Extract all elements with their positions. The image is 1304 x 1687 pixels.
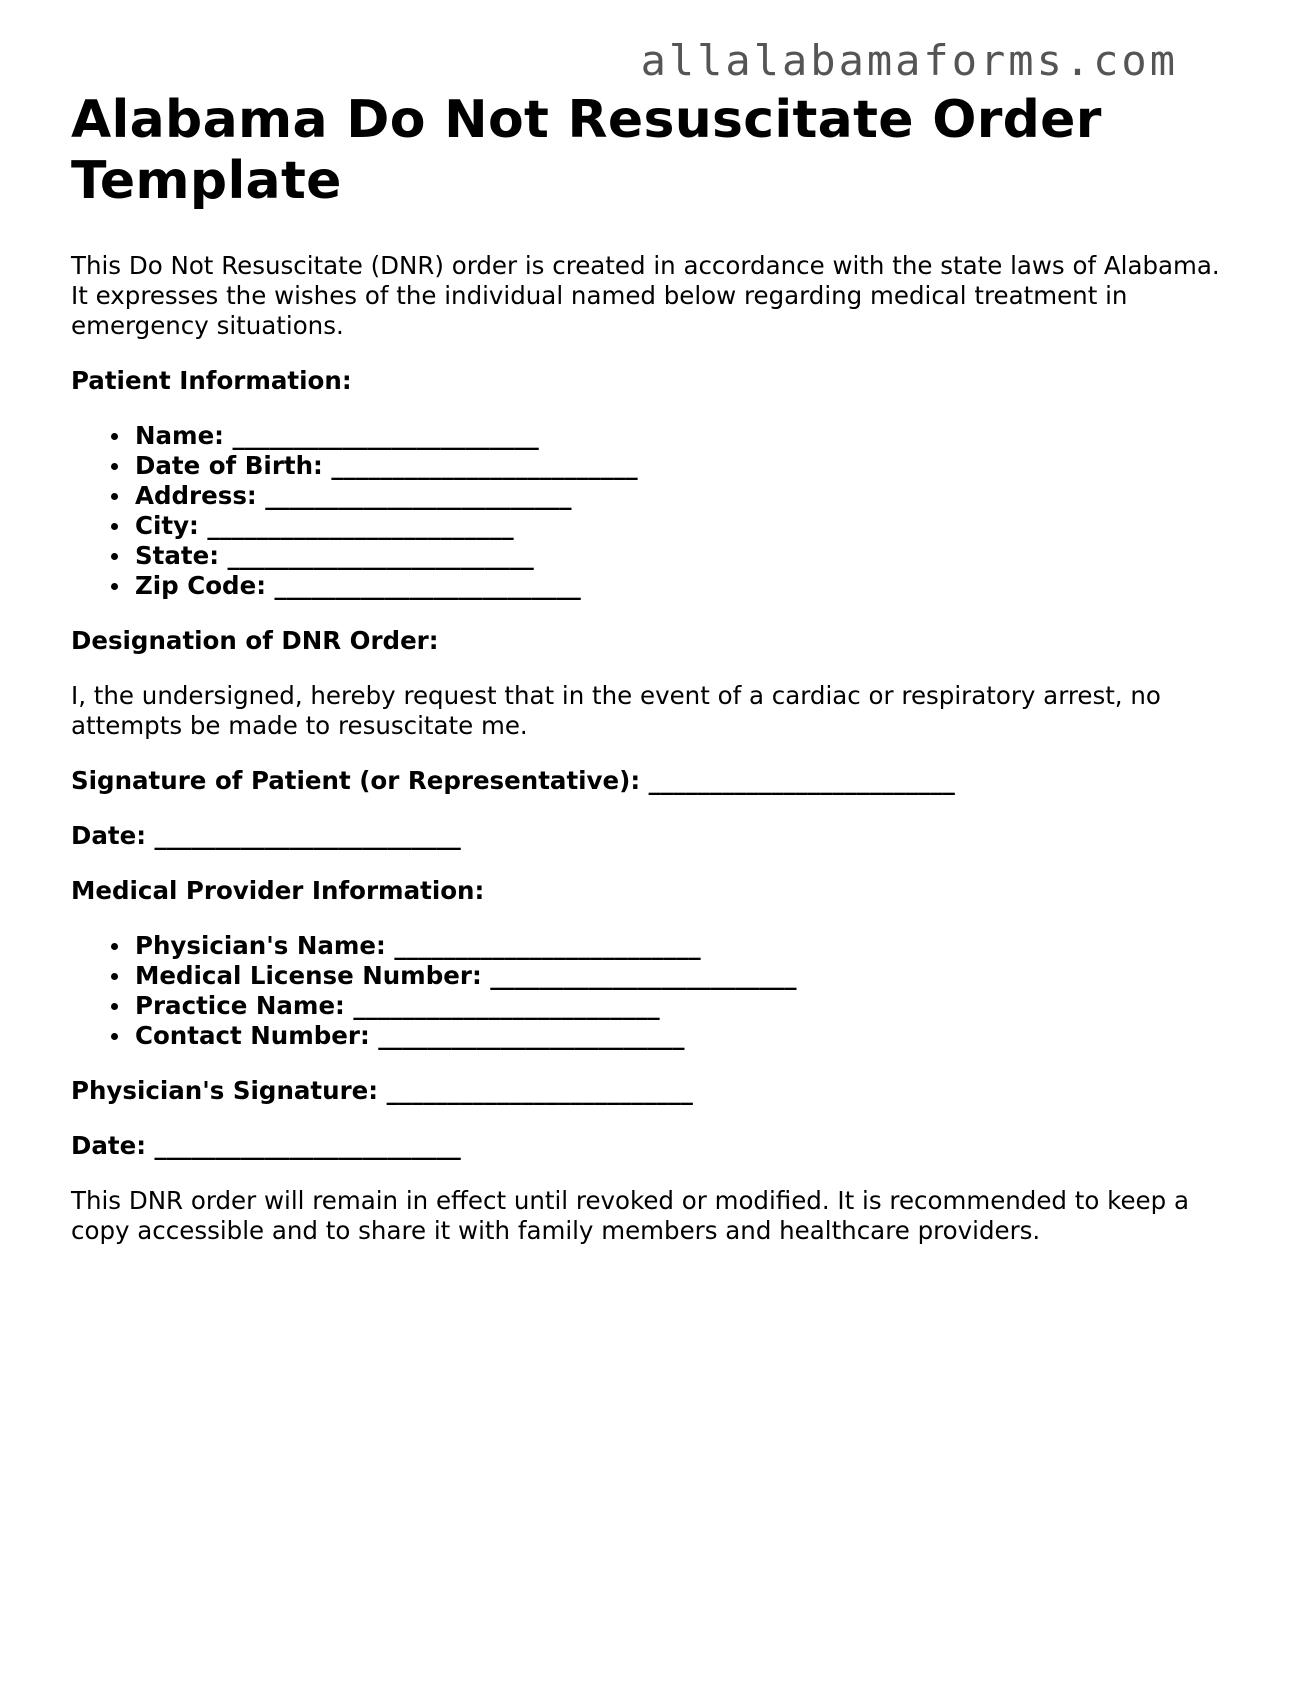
designation-heading: Designation of DNR Order: [71, 626, 439, 655]
field-physician-name: Physician's Name: _________________________ [135, 931, 1221, 961]
designation-text: I, the undersigned, hereby request that in the event of a cardiac or respiratory arrest, no attempts be made to resuscitate me. [71, 681, 1161, 740]
closing-paragraph: This DNR order will remain in effect until revoked or modified. It is recommended to keep a copy accessible and to share it with family members and healthcare providers. [71, 1186, 1189, 1245]
patient-signature-line: Signature of Patient (or Representative): _________________________ [71, 766, 955, 795]
physician-date-line: Date: _________________________ [71, 1131, 461, 1160]
page-title: Alabama Do Not Resuscitate Order Template [71, 90, 1102, 211]
field-date-of-birth: Date of Birth: _________________________ [135, 451, 1221, 481]
field-contact-number: Contact Number: _________________________ [135, 1021, 1221, 1051]
intro-paragraph: This Do Not Resuscitate (DNR) order is created in accordance with the state laws of Alabama. It expresses the wishes of the individual named below regarding medical treatment in emergency situations. [71, 251, 1220, 340]
provider-info-heading: Medical Provider Information: [71, 876, 485, 905]
field-state: State: _________________________ [135, 541, 1221, 571]
document-body [71, 90, 1221, 1246]
patient-info-list [71, 421, 1221, 601]
field-zip-code: Zip Code: _________________________ [135, 571, 1221, 601]
field-license-number: Medical License Number: _________________________ [135, 961, 1221, 991]
field-city: City: _________________________ [135, 511, 1221, 541]
provider-info-list [71, 931, 1221, 1051]
field-practice-name: Practice Name: _________________________ [135, 991, 1221, 1021]
patient-date-line: Date: _________________________ [71, 821, 461, 850]
physician-signature-line: Physician's Signature: _________________________ [71, 1076, 693, 1105]
field-patient-name: Name: _________________________ [135, 421, 1221, 451]
site-watermark: allalabamaforms.com [640, 36, 1178, 85]
patient-info-heading: Patient Information: [71, 366, 352, 395]
field-address: Address: _________________________ [135, 481, 1221, 511]
